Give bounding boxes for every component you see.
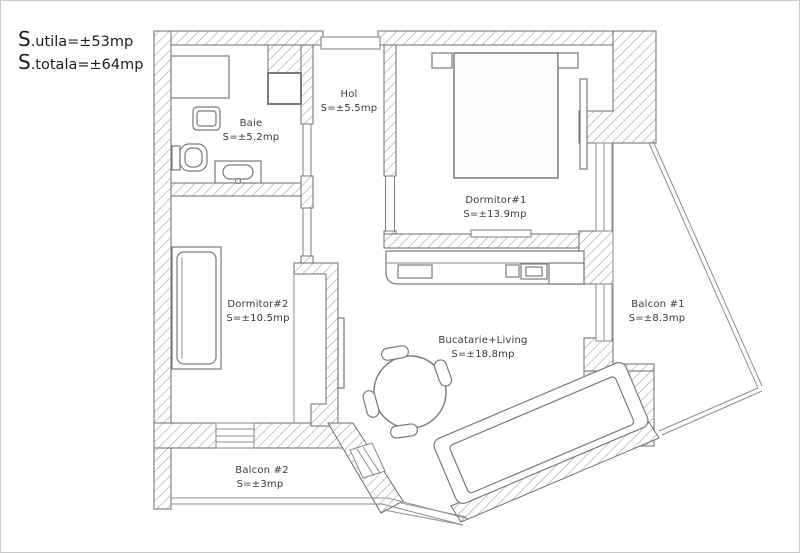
dormitor1-threshold bbox=[471, 230, 531, 237]
wall-corner-block bbox=[579, 31, 656, 143]
bay-bottom-window bbox=[384, 510, 463, 525]
wall-top-left bbox=[154, 31, 323, 45]
dormitor2-door bbox=[303, 208, 311, 256]
title-line1-rest: .utila=±53mp bbox=[30, 34, 134, 50]
floor-plan bbox=[1, 1, 800, 553]
wall-hol-right-top bbox=[384, 45, 396, 176]
title-line1-big: S bbox=[18, 27, 31, 51]
room-label-balcon1: Balcon #1 bbox=[631, 299, 685, 310]
room-area-balcon2: S=±3mp bbox=[236, 479, 284, 490]
balcon1-railing bbox=[649, 143, 758, 388]
wall-dormitor2-living-divider bbox=[294, 263, 338, 426]
wall-baie-hol-top bbox=[301, 45, 313, 124]
entrance-door bbox=[321, 37, 380, 49]
stove-inner-icon bbox=[526, 267, 542, 276]
chair-icon bbox=[390, 423, 418, 439]
wall-baie-bottom bbox=[171, 183, 301, 196]
sink-basin-icon bbox=[223, 165, 253, 179]
fridge-icon bbox=[549, 263, 584, 284]
title-line2-rest: .totala=±64mp bbox=[30, 57, 144, 73]
sink-tap-icon bbox=[236, 179, 241, 184]
room-area-balcon1: S=±8.3mp bbox=[628, 313, 686, 324]
wall-baie-hol-mid bbox=[301, 176, 313, 208]
title-line2-big: S bbox=[18, 50, 31, 74]
title-line1 bbox=[18, 27, 133, 51]
kitchen-module-icon bbox=[506, 265, 519, 277]
room-area-living: S=±18.8mp bbox=[451, 349, 515, 360]
room-label-living: Bucatarie+Living bbox=[438, 335, 528, 346]
balcon1-railing-return bbox=[662, 391, 762, 435]
shower-cabinet-icon bbox=[171, 56, 229, 98]
toilet-tank-icon bbox=[172, 146, 180, 170]
room-label-baie: Baie bbox=[239, 118, 263, 129]
dormitor1-door bbox=[386, 176, 395, 231]
room-label-balcon2: Balcon #2 bbox=[235, 465, 289, 476]
room-area-hol: S=±5.5mp bbox=[320, 103, 378, 114]
nightstand-left-icon bbox=[432, 53, 452, 68]
room-area-dormitor2: S=±10.5mp bbox=[226, 313, 290, 324]
wall-top-right bbox=[378, 31, 613, 45]
duct-niche-icon bbox=[268, 73, 301, 104]
nightstand-right-icon bbox=[558, 53, 578, 68]
wall-baie-niche-block bbox=[268, 45, 301, 73]
kitchen-sink-icon bbox=[398, 265, 432, 278]
bed1-icon bbox=[454, 53, 558, 178]
baie-door bbox=[303, 124, 311, 176]
bed2-mattress-icon bbox=[177, 252, 216, 364]
toilet-bowl-icon bbox=[185, 148, 202, 167]
title-line2 bbox=[18, 50, 143, 74]
wardrobe-icon bbox=[580, 79, 587, 169]
radiator-icon bbox=[338, 318, 344, 388]
balcon1-railing-return bbox=[659, 388, 758, 431]
room-label-hol: Hol bbox=[340, 89, 358, 100]
room-area-baie: S=±5.2mp bbox=[222, 132, 280, 143]
room-label-dormitor2: Dormitor#2 bbox=[227, 299, 289, 310]
room-area-dormitor1: S=±13.9mp bbox=[463, 209, 527, 220]
washing-machine-drum-icon bbox=[197, 111, 216, 126]
room-label-dormitor1: Dormitor#1 bbox=[465, 195, 527, 206]
balcon1-railing bbox=[653, 141, 762, 386]
